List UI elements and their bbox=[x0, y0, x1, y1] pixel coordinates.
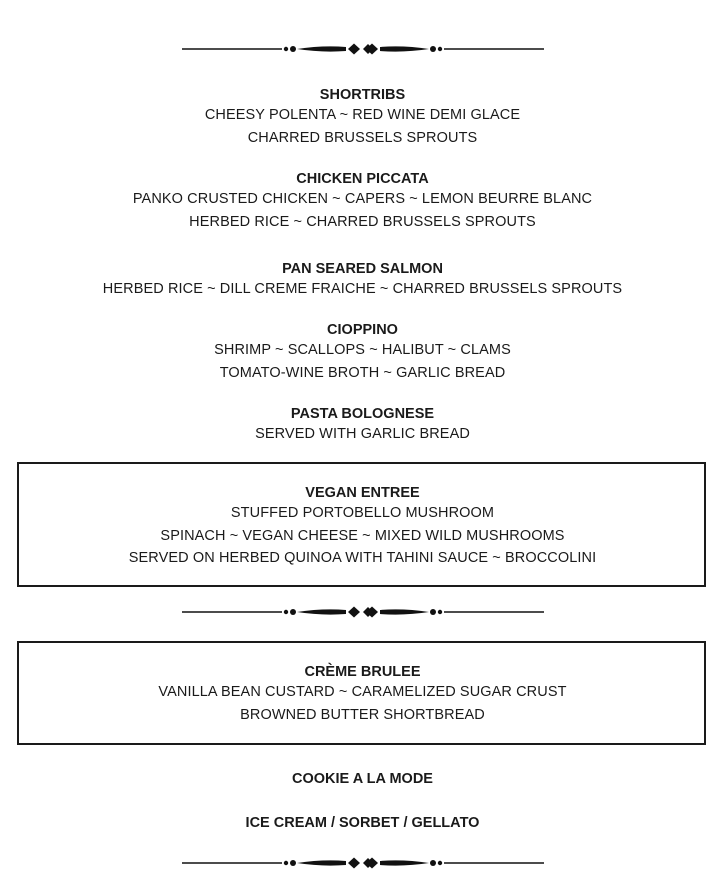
menu-item-creme-brulee bbox=[0, 664, 725, 726]
menu-item-shortribs bbox=[0, 87, 725, 149]
item-title: CRÈME BRULEE bbox=[304, 664, 421, 680]
item-description: BROWNED BUTTER SHORTBREAD bbox=[240, 706, 485, 723]
item-title: SHORTRIBS bbox=[319, 87, 406, 103]
item-description: SERVED ON HERBED QUINOA WITH TAHINI SAUCE ~ BROCCOLINI bbox=[128, 550, 597, 566]
item-description: HERBED RICE ~ DILL CREME FRAICHE ~ CHARRED BRUSSELS SPROUTS bbox=[102, 281, 623, 297]
menu-item-vegan-entree bbox=[0, 485, 725, 570]
item-description: SERVED WITH GARLIC BREAD bbox=[255, 426, 470, 442]
item-description: SHRIMP ~ SCALLOPS ~ HALIBUT ~ CLAMS bbox=[214, 342, 511, 358]
item-description: VANILLA BEAN CUSTARD ~ CARAMELIZED SUGAR CRUST bbox=[158, 684, 567, 700]
item-description: STUFFED PORTOBELLO MUSHROOM bbox=[230, 505, 495, 521]
item-description: PANKO CRUSTED CHICKEN ~ CAPERS ~ LEMON BEURRE BLANC bbox=[132, 191, 593, 207]
item-title: ICE CREAM / SORBET / GELLATO bbox=[245, 815, 480, 831]
item-title: CIOPPINO bbox=[327, 322, 398, 338]
item-description: SPINACH ~ VEGAN CHEESE ~ MIXED WILD MUSHROOMS bbox=[160, 527, 565, 544]
ornament-divider-middle bbox=[182, 605, 544, 619]
menu-item-pasta-bolognese bbox=[0, 406, 725, 446]
item-description: CHEESY POLENTA ~ RED WINE DEMI GLACE bbox=[204, 107, 521, 123]
menu-item-ice-cream bbox=[0, 815, 725, 832]
menu-item-cookie-a-la-mode bbox=[0, 771, 725, 788]
item-title: PASTA BOLOGNESE bbox=[290, 406, 435, 422]
item-title: PAN SEARED SALMON bbox=[282, 261, 443, 277]
menu-item-cioppino bbox=[0, 322, 725, 384]
menu-item-pan-seared-salmon bbox=[0, 261, 725, 301]
ornament-divider-top bbox=[182, 42, 544, 56]
menu-item-chicken-piccata bbox=[0, 171, 725, 233]
item-description: TOMATO-WINE BROTH ~ GARLIC BREAD bbox=[219, 364, 506, 381]
item-description: HERBED RICE ~ CHARRED BRUSSELS SPROUTS bbox=[189, 213, 536, 230]
ornament-divider-bottom bbox=[182, 856, 544, 870]
item-title: VEGAN ENTREE bbox=[305, 485, 420, 501]
item-title: COOKIE A LA MODE bbox=[292, 771, 433, 787]
item-description: CHARRED BRUSSELS SPROUTS bbox=[247, 129, 478, 146]
item-title: CHICKEN PICCATA bbox=[296, 171, 429, 187]
